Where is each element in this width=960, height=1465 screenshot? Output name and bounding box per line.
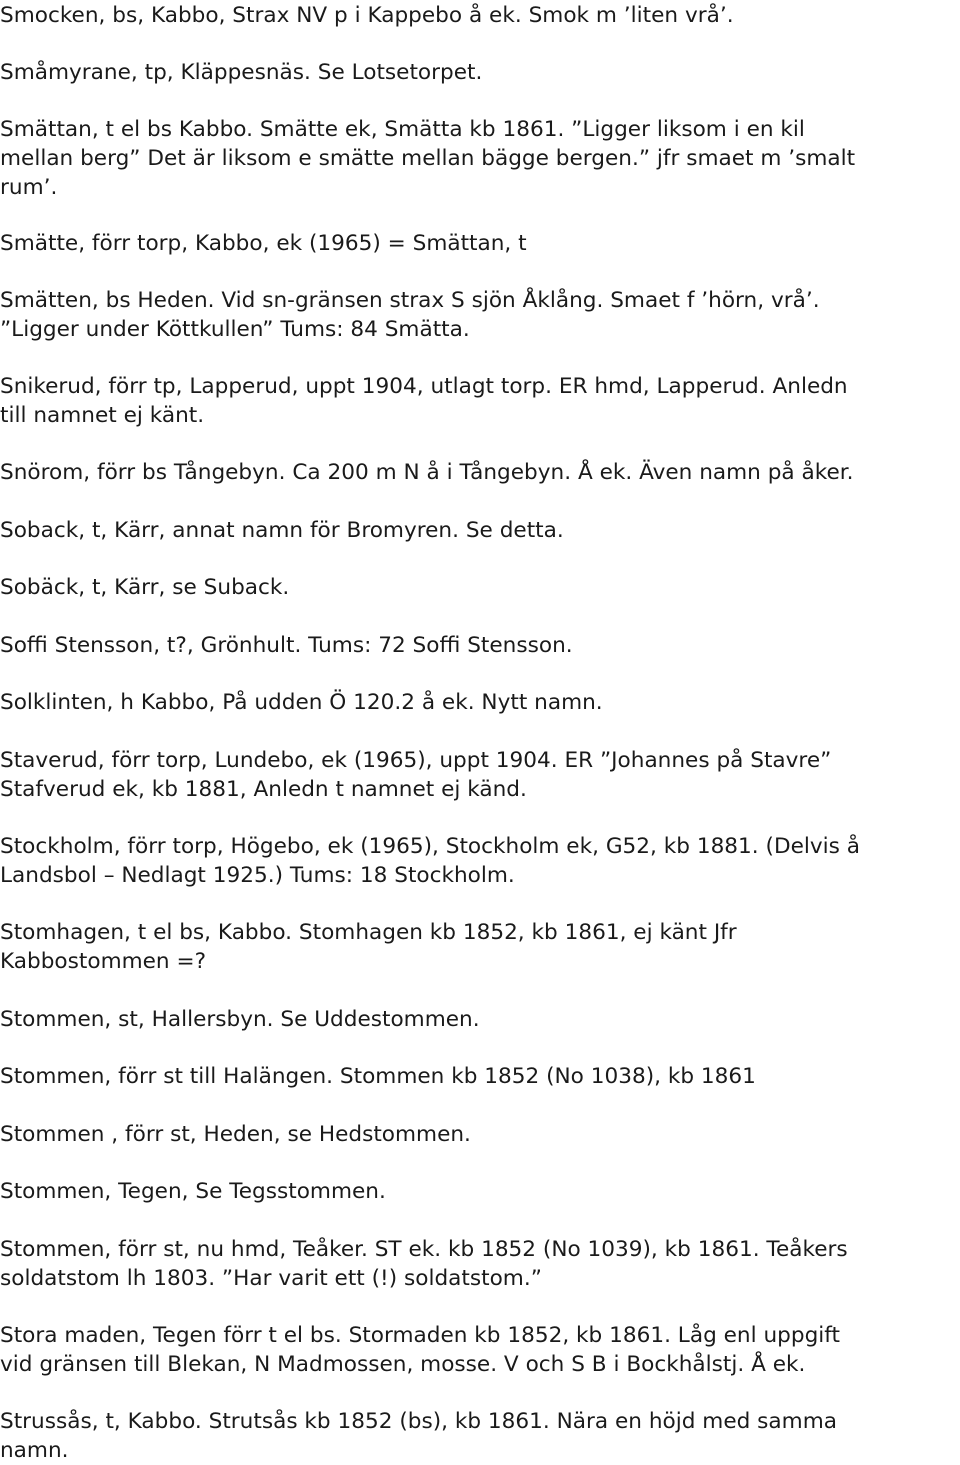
entry-line: soldatstom lh 1803. ”Har varit ett (!) soldatstom.” xyxy=(0,1266,542,1291)
entry-stomhagen xyxy=(0,918,960,976)
entry-soffi-stensson xyxy=(0,631,960,660)
entry-line: rum’. xyxy=(0,175,58,200)
entry-line: Smätte, förr torp, Kabbo, ek (1965) = Smättan, t xyxy=(0,231,527,256)
entry-smattan xyxy=(0,115,960,202)
entry-stockholm xyxy=(0,832,960,890)
entry-soback xyxy=(0,516,960,545)
entry-line: Solklinten, h Kabbo, På udden Ö 120.2 å ek. Nytt namn. xyxy=(0,690,603,715)
entry-smatte xyxy=(0,229,960,258)
entry-stommen-tegen xyxy=(0,1177,960,1206)
entry-stommen-hallersbyn xyxy=(0,1005,960,1034)
entry-soback-suback xyxy=(0,573,960,602)
entry-smamyrane xyxy=(0,58,960,87)
entry-line: Soback, t, Kärr, annat namn för Bromyren. Se detta. xyxy=(0,518,564,543)
entry-line: ”Ligger under Köttkullen” Tums: 84 Smätta. xyxy=(0,317,470,342)
entry-solklinten xyxy=(0,688,960,717)
entry-stommen-heden xyxy=(0,1120,960,1149)
entry-line: Stommen, förr st till Halängen. Stommen kb 1852 (No 1038), kb 1861 xyxy=(0,1064,756,1089)
entry-smocken xyxy=(0,1,960,30)
entry-line: Strussås, t, Kabbo. Strutsås kb 1852 (bs), kb 1861. Nära en höjd med samma xyxy=(0,1409,837,1434)
entry-line: Stockholm, förr torp, Högebo, ek (1965), Stockholm ek, G52, kb 1881. (Delvis å xyxy=(0,834,860,859)
entry-line: namn. xyxy=(0,1438,69,1463)
entry-line: Stommen , förr st, Heden, se Hedstommen. xyxy=(0,1122,471,1147)
entry-line: Snörom, förr bs Tångebyn. Ca 200 m N å i Tångebyn. Å ek. Även namn på åker. xyxy=(0,460,854,485)
entry-snorom xyxy=(0,458,960,487)
entry-line: Smocken, bs, Kabbo, Strax NV p i Kappebo å ek. Smok m ’liten vrå’. xyxy=(0,3,734,28)
entry-line: Landsbol – Nedlagt 1925.) Tums: 18 Stockholm. xyxy=(0,863,515,888)
entry-smatten xyxy=(0,286,960,344)
entry-line: till namnet ej känt. xyxy=(0,403,205,428)
entry-line: Soffi Stensson, t?, Grönhult. Tums: 72 Soffi Stensson. xyxy=(0,633,573,658)
entry-line: Staverud, förr torp, Lundebo, ek (1965), uppt 1904. ER ”Johannes på Stavre” xyxy=(0,748,832,773)
entry-line: vid gränsen till Blekan, N Madmossen, mosse. V och S B i Bockhålstj. Å ek. xyxy=(0,1352,806,1377)
entry-stommen-halangen xyxy=(0,1062,960,1091)
entry-line: Småmyrane, tp, Kläppesnäs. Se Lotsetorpet. xyxy=(0,60,483,85)
entry-line: Snikerud, förr tp, Lapperud, uppt 1904, utlagt torp. ER hmd, Lapperud. Anledn xyxy=(0,374,848,399)
entry-line: Smättan, t el bs Kabbo. Smätte ek, Smätta kb 1861. ”Ligger liksom i en kil xyxy=(0,117,805,142)
entry-line: Stommen, st, Hallersbyn. Se Uddestommen. xyxy=(0,1007,480,1032)
entry-line: Stommen, förr st, nu hmd, Teåker. ST ek. kb 1852 (No 1039), kb 1861. Teåkers xyxy=(0,1237,848,1262)
entry-stora-maden xyxy=(0,1321,960,1379)
entry-strussas xyxy=(0,1407,960,1465)
entry-snikerud xyxy=(0,372,960,430)
entry-stommen-teaker xyxy=(0,1235,960,1293)
entry-staverud xyxy=(0,746,960,804)
entry-line: Stora maden, Tegen förr t el bs. Stormaden kb 1852, kb 1861. Låg enl uppgift xyxy=(0,1323,840,1348)
entry-line: Kabbostommen =? xyxy=(0,949,207,974)
entry-line: Stomhagen, t el bs, Kabbo. Stomhagen kb 1852, kb 1861, ej känt Jfr xyxy=(0,920,737,945)
entry-line: Smätten, bs Heden. Vid sn-gränsen strax S sjön Åklång. Smaet f ’hörn, vrå’. xyxy=(0,288,820,313)
entry-line: Sobäck, t, Kärr, se Suback. xyxy=(0,575,290,600)
entry-line: Stommen, Tegen, Se Tegsstommen. xyxy=(0,1179,386,1204)
entry-line: mellan berg” Det är liksom e smätte mellan bägge bergen.” jfr smaet m ’smalt xyxy=(0,146,856,171)
entry-line: Stafverud ek, kb 1881, Anledn t namnet ej känd. xyxy=(0,777,527,802)
